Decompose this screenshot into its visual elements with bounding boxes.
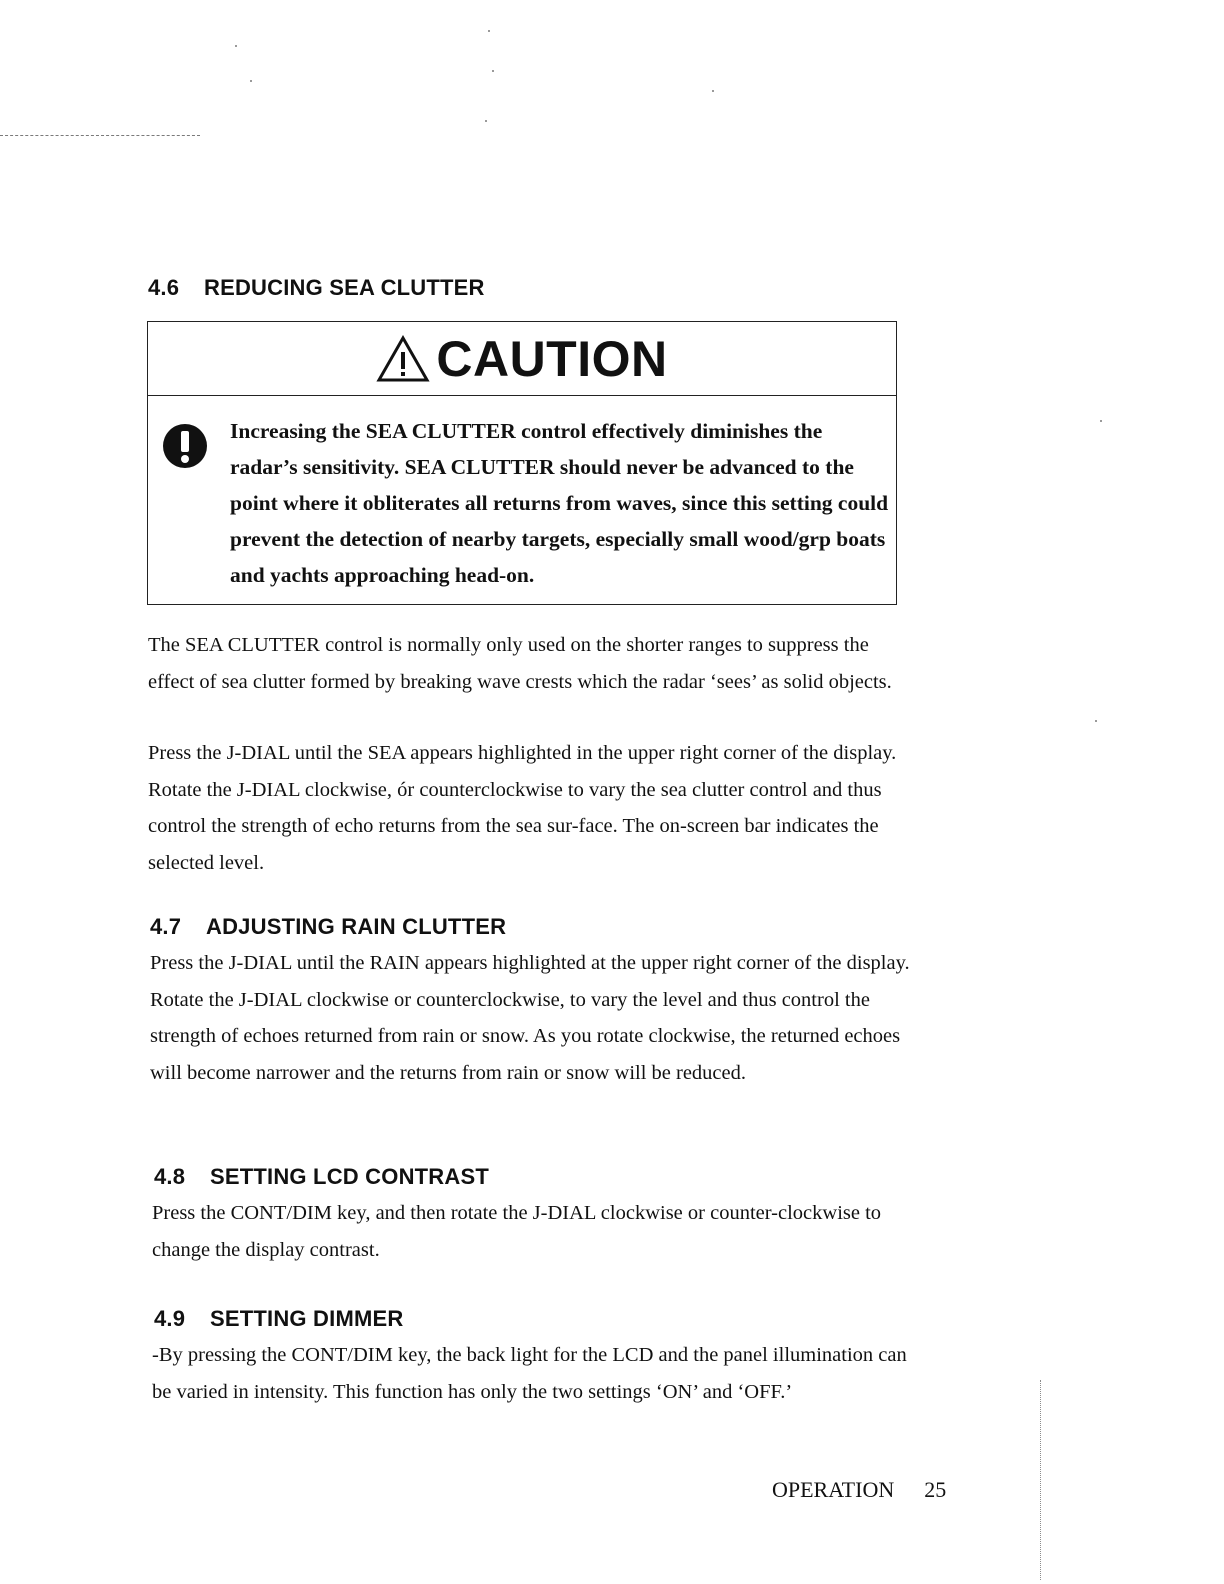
- warning-triangle-icon: [376, 335, 430, 383]
- scan-artifact-edge: [1040, 1380, 1041, 1580]
- caution-header: [148, 322, 896, 396]
- paragraph-dimmer: -By pressing the CONT/DIM key, the back light for the LCD and the panel illumination can be varied in intensity. This function has only the two settings ‘ON’ and ‘OFF.’: [152, 1344, 907, 1403]
- scan-speck: [485, 120, 487, 122]
- section-title: SETTING DIMMER: [210, 1306, 404, 1331]
- paragraph-sea-clutter-procedure: Press the J-DIAL until the SEA appears highlighted in the upper right corner of the display. Rotate the J-DIAL clockwise, ór counterclockwise to vary the sea clutter control and thus control the strength of echo returns from the sea sur-face. The on-screen bar indicates the selected level.: [148, 742, 897, 874]
- section-number: 4.8: [154, 1164, 186, 1189]
- section-number: 4.7: [150, 914, 182, 939]
- paragraph-sea-clutter-intro: The SEA CLUTTER control is normally only used on the shorter ranges to suppress the effect of sea clutter formed by breaking wave crests which the radar ‘sees’ as solid objects.: [148, 634, 892, 693]
- scan-artifact-line: [0, 135, 200, 136]
- scan-speck: [492, 70, 494, 72]
- page-number: 25: [924, 1477, 947, 1502]
- section-heading-4-7: [150, 914, 506, 940]
- scan-speck: [712, 90, 714, 92]
- caution-title: CAUTION: [436, 330, 668, 387]
- footer-section: OPERATION: [772, 1477, 895, 1502]
- paragraph-lcd-contrast: Press the CONT/DIM key, and then rotate the J-DIAL clockwise or counter-clockwise to change the display contrast.: [152, 1202, 882, 1261]
- scan-speck: [1100, 420, 1102, 422]
- section-number: 4.6: [148, 275, 180, 300]
- section-title: REDUCING SEA CLUTTER: [204, 275, 485, 300]
- scan-speck: [250, 80, 252, 82]
- page-footer: [772, 1477, 946, 1503]
- section-heading-4-9: [154, 1306, 403, 1332]
- paragraph-rain-clutter: Press the J-DIAL until the RAIN appears highlighted at the upper right corner of the display. Rotate the J-DIAL clockwise or counterclockwise, to vary the level and thus control the strength of echoes returned from rain or snow. As you rotate clockwise, the returned echoes will become narrower and the returns from rain or snow will be reduced.: [150, 952, 910, 1084]
- caution-box: [147, 321, 897, 605]
- scan-speck: [235, 45, 237, 47]
- section-title: ADJUSTING RAIN CLUTTER: [206, 914, 507, 939]
- section-number: 4.9: [154, 1306, 186, 1331]
- caution-text: Increasing the SEA CLUTTER control effectively diminishes the radar’s sensitivity. SEA CLUTTER should never be advanced to the point where it obliterates all returns from waves, since this setting could prevent the detection of nearby targets, especially small wood/grp boats and yachts approaching head-on.: [230, 419, 889, 587]
- section-heading-4-6: [148, 275, 485, 301]
- scan-speck: [488, 30, 490, 32]
- section-title: SETTING LCD CONTRAST: [210, 1164, 489, 1189]
- scan-speck: [1095, 720, 1097, 722]
- exclamation-circle-icon: [162, 423, 208, 469]
- section-heading-4-8: [154, 1164, 489, 1190]
